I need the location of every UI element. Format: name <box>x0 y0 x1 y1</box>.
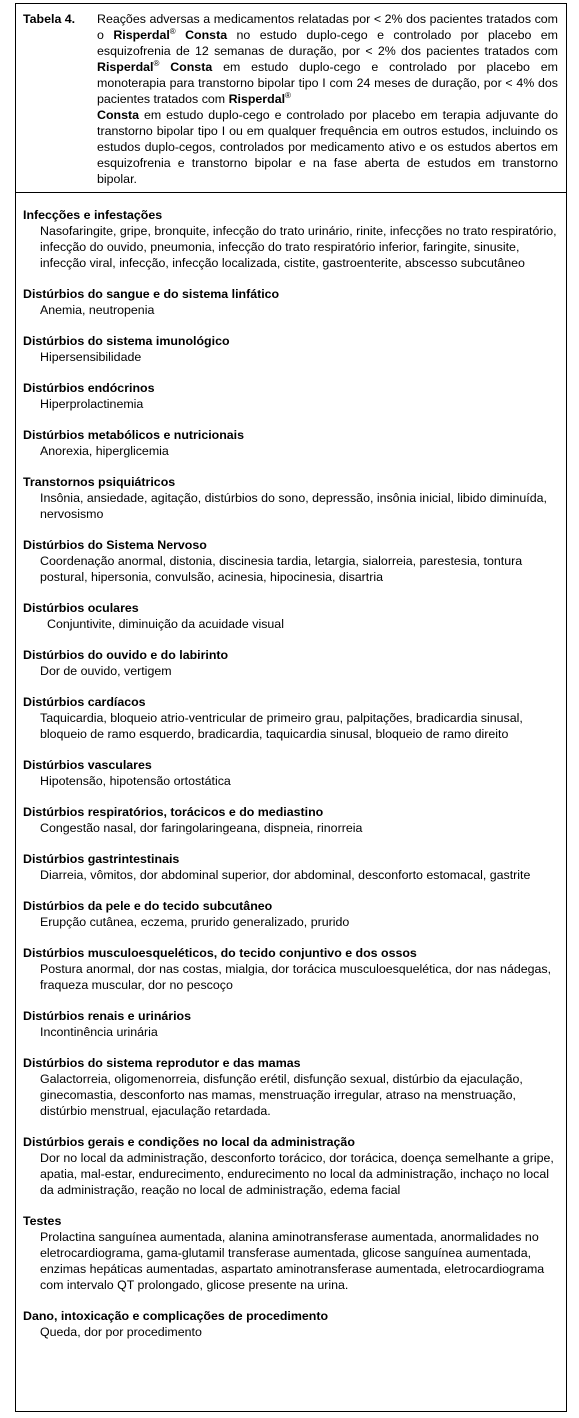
section-title: Distúrbios do Sistema Nervoso <box>23 538 207 552</box>
section-metabolicos <box>23 427 558 459</box>
section-musculoesqueleticos <box>23 945 558 993</box>
section-items: Nasofaringite, gripe, bronquite, infecção do trato urinário, rinite, infecções no trato respiratório, infecção do ouvido, pneumonia, infecção do trato respiratório inferior, faringite, sinusite, infecção viral, infecção, infecção localizada, cistite, gastroenterite, abscesso subcutâneo <box>40 224 557 270</box>
section-items: Dor no local da administração, desconforto torácico, dor torácica, doença semelhante a gripe, apatia, mal-estar, endurecimento, endurecimento no local da administração, inchaço no local da administração, reação no local de administração, edema facial <box>40 1151 554 1197</box>
section-endocrinos <box>23 380 558 412</box>
section-ouvido <box>23 647 558 679</box>
brand-name: Risperdal <box>113 28 170 42</box>
section-items: Insônia, ansiedade, agitação, distúrbios do sono, depressão, insônia inicial, libido diminuída, nervosismo <box>40 491 547 521</box>
section-imunologico <box>23 333 558 365</box>
section-items: Hipersensibilidade <box>40 350 142 364</box>
section-items: Anemia, neutropenia <box>40 303 155 317</box>
section-items: Queda, dor por procedimento <box>40 1325 202 1339</box>
section-title: Distúrbios gerais e condições no local da administração <box>23 1135 355 1149</box>
section-items: Postura anormal, dor nas costas, mialgia, dor torácica musculoesquelética, dor nas nádegas, fraqueza muscular, dor no pescoço <box>40 962 552 992</box>
section-items: Hiperprolactinemia <box>40 397 144 411</box>
section-title: Infecções e infestações <box>23 208 163 222</box>
table-label: Tabela 4. <box>23 12 76 26</box>
section-items: Galactorreia, oligomenorreia, disfunção erétil, disfunção sexual, distúrbio da ejaculação, ginecomastia, desconforto nas mamas, menstruação irregular, atraso na menstruação, distúrbio menstrual, ejaculação retardada. <box>40 1072 523 1118</box>
section-items: Hipotensão, hipotensão ortostática <box>40 774 231 788</box>
section-title: Distúrbios metabólicos e nutricionais <box>23 428 245 442</box>
brand-consta: Consta <box>97 108 139 122</box>
section-reprodutor <box>23 1055 558 1119</box>
section-title: Distúrbios musculoesqueléticos, do tecido conjuntivo e dos ossos <box>23 946 417 960</box>
section-title: Distúrbios da pele e do tecido subcutâneo <box>23 899 273 913</box>
section-oculares <box>23 600 558 632</box>
caption-text <box>97 11 558 186</box>
registered-mark: ® <box>153 59 160 68</box>
section-respiratorios <box>23 804 558 836</box>
section-items: Prolactina sanguínea aumentada, alanina aminotransferase aumentada, anormalidades no eletrocardiograma, gama-glutamil transferase aumentada, glicose sanguínea aumentada, enzimas hepáticas aumentadas, aspartato aminotransferase aumentada, eletrocardiograma com intervalo QT prolongado, glicose presente na urina. <box>40 1230 545 1292</box>
section-pele <box>23 898 558 930</box>
section-items: Dor de ouvido, vertigem <box>40 664 172 678</box>
section-title: Distúrbios vasculares <box>23 758 152 772</box>
section-gastrintestinais <box>23 851 558 883</box>
section-items: Anorexia, hiperglicemia <box>40 444 169 458</box>
section-title: Distúrbios renais e urinários <box>23 1009 192 1023</box>
section-title: Dano, intoxicação e complicações de procedimento <box>23 1309 329 1323</box>
section-items: Conjuntivite, diminuição da acuidade visual <box>47 617 284 631</box>
section-title: Distúrbios cardíacos <box>23 695 146 709</box>
brand-name: Risperdal <box>97 60 154 74</box>
adverse-reactions-table <box>15 3 567 1412</box>
section-gerais <box>23 1134 558 1198</box>
table-caption <box>16 4 566 193</box>
section-title: Distúrbios do sistema reprodutor e das mamas <box>23 1056 301 1070</box>
section-sangue <box>23 286 558 318</box>
brand-consta: Consta <box>159 60 213 74</box>
section-title: Distúrbios respiratórios, torácicos e do mediastino <box>23 805 324 819</box>
caption-part: em estudo duplo-cego e controlado por placebo em terapia adjuvante do transtorno bipolar tipo I ou em qualquer frequência em outros estudos, incluindo os estudos duplo-cegos, controlados por medicamento ativo e os estudos abertos em esquizofrenia e transtorno bipolar e na fase aberta de estudos em transtorno bipolar. <box>97 108 558 186</box>
section-title: Distúrbios do ouvido e do labirinto <box>23 648 229 662</box>
section-items: Taquicardia, bloqueio atrio-ventricular de primeiro grau, palpitações, bradicardia sinusal, bloqueio de ramo esquerdo, bradicardia, taquicardia sinusal, bloqueio de ramo direito <box>40 711 523 741</box>
section-title: Transtornos psiquiátricos <box>23 475 176 489</box>
brand-name: Risperdal <box>228 92 286 106</box>
section-dano <box>23 1308 558 1340</box>
caption-part: em estudo duplo-cego e controlado por placebo em monoterapia para transtorno bipolar tipo I com 24 meses de duração, por < 4% dos pacientes tratados com <box>97 60 559 106</box>
section-title: Distúrbios endócrinos <box>23 381 155 395</box>
table-body <box>16 193 566 1340</box>
section-nervoso <box>23 537 558 585</box>
section-items: Congestão nasal, dor faringolaringeana, dispneia, rinorreia <box>40 821 363 835</box>
section-title: Distúrbios do sangue e do sistema linfático <box>23 287 280 301</box>
section-psiquiatricos <box>23 474 558 522</box>
registered-mark: ® <box>169 27 176 36</box>
brand-consta: Consta <box>175 28 228 42</box>
registered-mark: ® <box>285 91 291 100</box>
section-title: Distúrbios oculares <box>23 601 139 615</box>
section-items: Erupção cutânea, eczema, prurido generalizado, prurido <box>40 915 350 929</box>
section-items: Diarreia, vômitos, dor abdominal superior, dor abdominal, desconforto estomacal, gastrite <box>40 868 531 882</box>
section-title: Distúrbios gastrintestinais <box>23 852 180 866</box>
section-vasculares <box>23 757 558 789</box>
section-items: Coordenação anormal, distonia, discinesia tardia, letargia, sialorreia, parestesia, tontura postural, hipersonia, convulsão, acinesia, hipocinesia, disartria <box>40 554 523 584</box>
section-items: Incontinência urinária <box>40 1025 158 1039</box>
caption-part: Reações adversas a medicamentos relatadas por < 2% dos pacientes tratados com o <box>97 12 558 42</box>
section-infeccoes <box>23 207 558 271</box>
section-title: Distúrbios do sistema imunológico <box>23 334 230 348</box>
section-cardiacos <box>23 694 558 742</box>
caption-part: no estudo duplo-cego e controlado por placebo em esquizofrenia de 12 semanas de duração, por < 2% dos pacientes tratados com <box>97 28 558 58</box>
section-title: Testes <box>23 1214 62 1228</box>
section-testes <box>23 1213 558 1293</box>
section-renais <box>23 1008 558 1040</box>
